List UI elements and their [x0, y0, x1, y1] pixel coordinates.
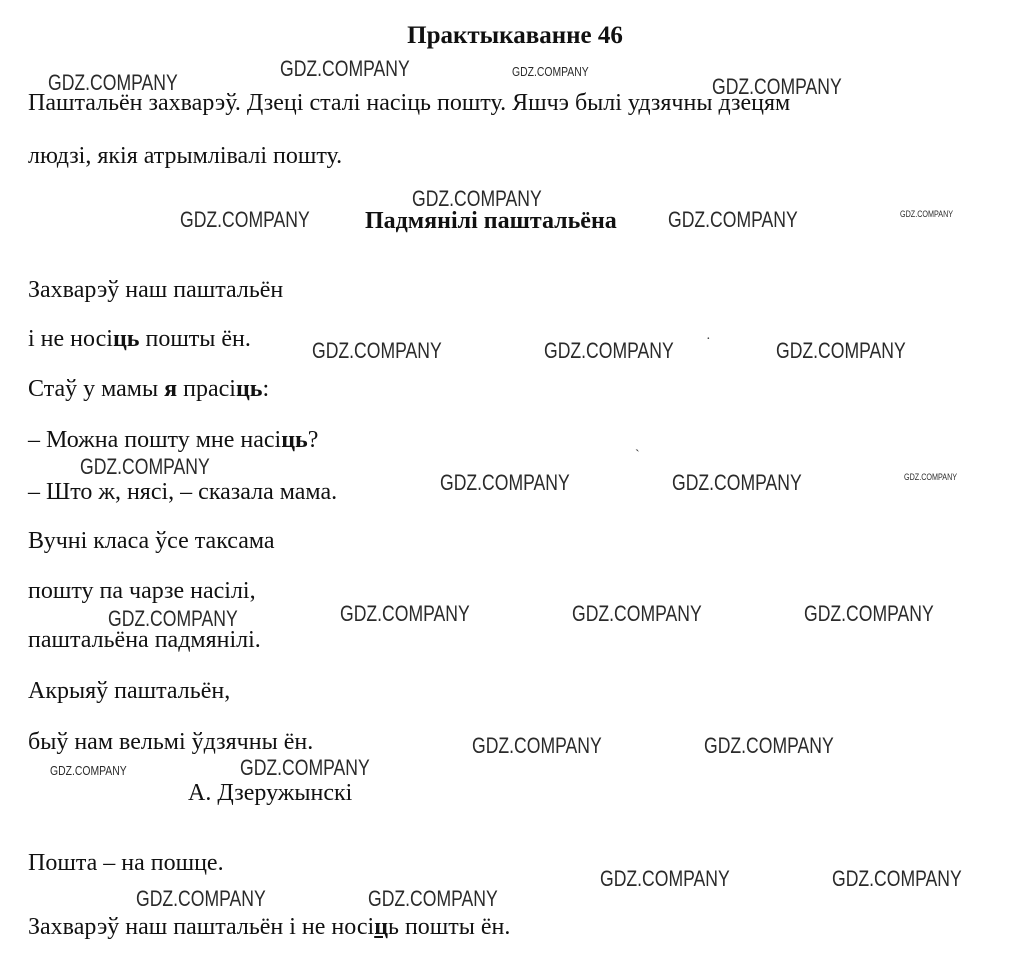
watermark: GDZ.COMPANY: [600, 866, 730, 891]
page-title: Практыкаванне 46: [407, 22, 623, 49]
extra-line-1: Пошта – на пошце.: [28, 850, 224, 876]
poem-line-10: быў нам вельмі ўдзячны ён.: [28, 729, 314, 755]
extra-line-2-underlined: ц: [374, 914, 389, 940]
poem-line-3-mid: прасі: [177, 376, 236, 402]
extra-line-2: [28, 914, 510, 941]
watermark: GDZ.COMPANY: [240, 755, 370, 780]
watermark: GDZ.COMPANY: [368, 886, 498, 911]
poem-line-3-bold-b: ць: [235, 376, 263, 402]
watermark: GDZ.COMPANY: [108, 606, 238, 631]
watermark: GDZ.COMPANY: [412, 186, 542, 211]
watermark: GDZ.COMPANY: [80, 454, 210, 479]
poem-line-7: пошту па чарзе насілі,: [28, 578, 256, 604]
poem-line-2-text: і не носі: [28, 326, 113, 352]
poem-line-9: Акрыяў паштальён,: [28, 678, 231, 704]
watermark: GDZ.COMPANY: [704, 733, 834, 758]
poem-line-4-bold: ць: [281, 427, 308, 453]
watermark: GDZ.COMPANY: [312, 338, 442, 363]
extra-line-2-text: Захварэў наш паштальён і не носі: [28, 914, 375, 940]
watermark: GDZ.COMPANY: [904, 472, 958, 482]
intro-line-1: Паштальён захварэў. Дзеці сталі насіць пошту. Яшчэ былі удзячны дзецям: [28, 90, 791, 116]
intro-line-2: людзі, якія атрымлівалі пошту.: [28, 143, 343, 169]
stray-mark: `: [635, 448, 640, 463]
poem-line-3-end: :: [262, 376, 270, 402]
poem-author: А. Дзеружынскі: [188, 780, 353, 806]
poem-line-3-bold-a: я: [164, 376, 178, 402]
poem-line-1-text: Захварэў наш паштальён: [28, 277, 284, 303]
poem-line-2-bold: ць: [112, 326, 140, 352]
poem-line-8: паштальёна падмянілі.: [28, 627, 261, 653]
poem-line-3-text: Стаў у мамы: [28, 376, 165, 402]
watermark: GDZ.COMPANY: [180, 207, 310, 232]
poem-line-3: [28, 376, 269, 403]
watermark: GDZ.COMPANY: [776, 338, 906, 363]
poem-line-1: [28, 277, 283, 304]
watermark: GDZ.COMPANY: [672, 470, 802, 495]
watermark: GDZ.COMPANY: [668, 207, 798, 232]
stray-mark: ·: [706, 332, 711, 347]
watermark: GDZ.COMPANY: [900, 209, 954, 219]
watermark: GDZ.COMPANY: [572, 601, 702, 626]
watermark: GDZ.COMPANY: [340, 601, 470, 626]
poem-line-4: [28, 427, 318, 454]
watermark: GDZ.COMPANY: [136, 886, 266, 911]
extra-line-2-end: ь пошты ён.: [388, 914, 511, 940]
poem-title: Падмянілі паштальёна: [365, 208, 617, 234]
watermark: GDZ.COMPANY: [440, 470, 570, 495]
watermark: GDZ.COMPANY: [832, 866, 962, 891]
watermark: GDZ.COMPANY: [512, 64, 589, 79]
poem-line-6: Вучні класа ўсе таксама: [28, 528, 275, 554]
poem-line-2-rest: пошты ён.: [139, 326, 251, 352]
watermark: GDZ.COMPANY: [280, 56, 410, 81]
poem-line-2: [28, 326, 251, 353]
poem-line-4-text: – Можна пошту мне насі: [28, 427, 282, 453]
watermark: GDZ.COMPANY: [712, 74, 842, 99]
poem-line-4-end: ?: [307, 427, 319, 453]
watermark: GDZ.COMPANY: [544, 338, 674, 363]
watermark: GDZ.COMPANY: [48, 70, 178, 95]
watermark: GDZ.COMPANY: [804, 601, 934, 626]
poem-line-5: – Што ж, нясі, – сказала мама.: [28, 479, 338, 505]
watermark: GDZ.COMPANY: [472, 733, 602, 758]
watermark: GDZ.COMPANY: [50, 763, 127, 778]
